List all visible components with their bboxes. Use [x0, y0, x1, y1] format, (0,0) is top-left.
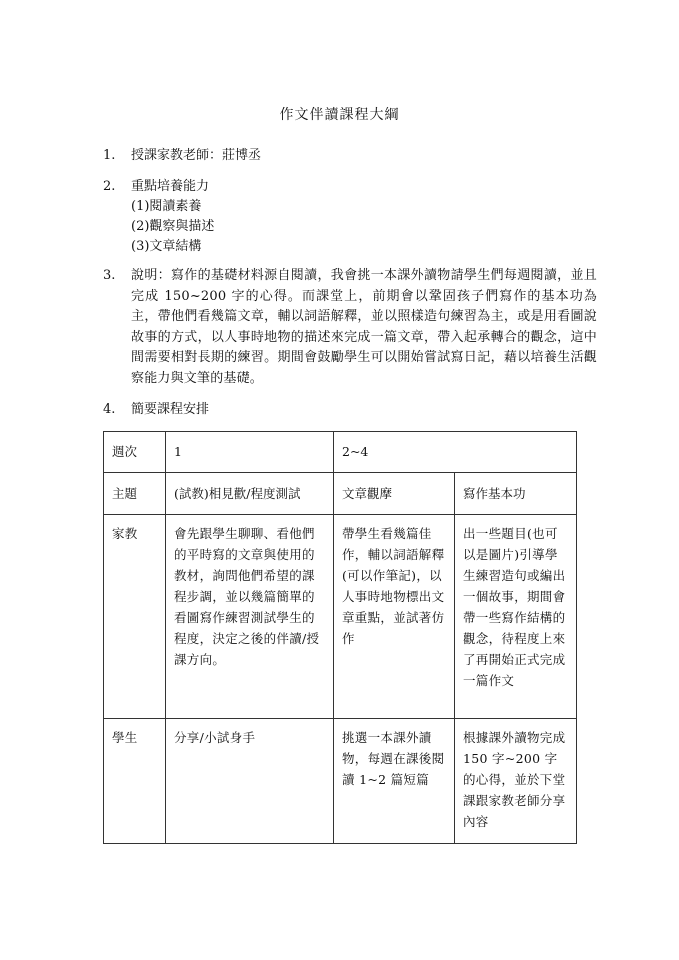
- section-number: 3.: [103, 268, 116, 283]
- section-number: 1.: [103, 148, 116, 163]
- tutor-cell: 出一些題目(也可以是圖片)引導學生練習造句或編出一個故事，期間會帶一些寫作結構的觀念，待程度上來了再開始正式完成一篇作文: [463, 526, 566, 688]
- student-cell: 分享/小試身手: [174, 730, 256, 745]
- tutor-cell: 會先跟學生聊聊、看他們的平時寫的文章與使用的教材，詢問他們希望的課程步調，並以幾篇簡單的看圖寫作練習測試學生的程度，決定之後的伴讀/授課方向。: [174, 526, 320, 667]
- table-row-student: [104, 719, 577, 844]
- row-label: 主題: [112, 485, 138, 501]
- ability-item: (2)觀察與描述: [131, 219, 215, 234]
- week-value: 2~4: [342, 444, 369, 459]
- document-title: 作文伴讀課程大綱: [279, 107, 400, 123]
- topic-cell: 文章觀摩: [342, 485, 393, 501]
- table-row-week: [104, 432, 577, 473]
- section-heading: 重點培養能力: [131, 179, 210, 194]
- section-number: 2.: [103, 179, 116, 194]
- row-label: 週次: [112, 444, 138, 459]
- section-number: 4.: [103, 402, 116, 417]
- table-row-tutor: [104, 515, 577, 719]
- row-label: 家教: [112, 526, 138, 541]
- section-text: 授課家教老師：莊博丞: [131, 148, 262, 163]
- ability-item: (1)閱讀素養: [131, 199, 202, 214]
- tutor-cell: 帶學生看幾篇佳作，輔以詞語解釋(可以作筆記)，以人事時地物標出文章重點，並試著仿作: [342, 526, 445, 646]
- schedule-table: [103, 431, 577, 844]
- row-label: 學生: [112, 730, 138, 745]
- section-text: 簡要課程安排: [131, 402, 210, 417]
- section-abilities: [103, 177, 214, 257]
- section-description: [103, 266, 597, 389]
- description-paragraph: 說明：寫作的基礎材料源自閱讀，我會挑一本課外讀物請學生們每週閱讀，並且完成 150~200 字的心得。而課堂上，前期會以鞏固孩子們寫作的基本功為主，帶他們看幾篇文章，輔以詞語解釋，並以照樣造句練習為主，或是用看圖說故事的方式，以人事時地物的描述來完成一篇文章，帶入起承轉合的觀念，這中間需要相對長期的練習。期間會鼓勵學生可以開始嘗試寫日記，藉以培養生活觀察能力與文筆的基礎。: [131, 268, 597, 386]
- student-cell: 根據課外讀物完成 150 字~200 字的心得，並於下堂課跟家教老師分享內容: [463, 730, 566, 829]
- topic-cell: (試教)相見歡/程度測試: [174, 485, 301, 501]
- table-row-topic: [104, 473, 577, 515]
- topic-cell: 寫作基本功: [463, 485, 526, 501]
- week-value: 1: [174, 444, 182, 459]
- section-schedule: [103, 400, 209, 420]
- section-teacher: [103, 146, 261, 166]
- ability-item: (3)文章結構: [131, 239, 202, 254]
- student-cell: 挑選一本課外讀物，每週在課後閱讀 1~2 篇短篇: [342, 730, 445, 787]
